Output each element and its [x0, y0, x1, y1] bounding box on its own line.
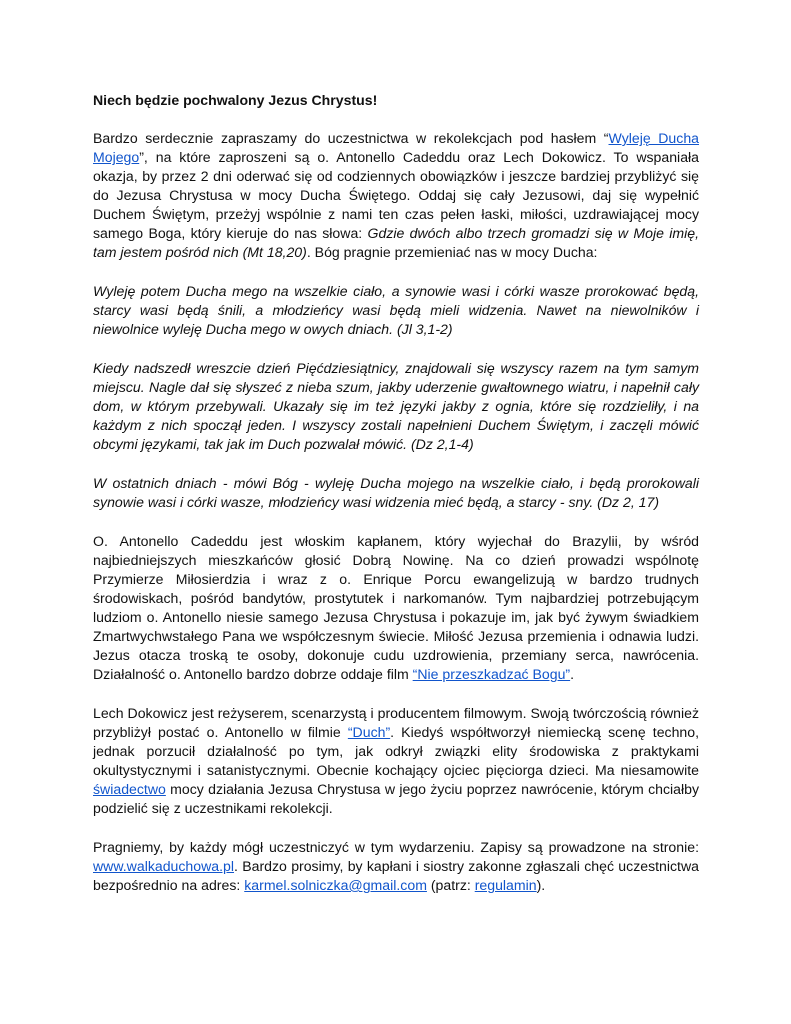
intro-quote: Gdzie dwóch albo trzech gromadzi się w Moje imię, tam jestem pośród nich (Mt 18,20) — [93, 225, 699, 260]
film-nie-przeszkadzac-bogu-link[interactable]: “Nie przeszkadzać Bogu” — [412, 666, 571, 682]
registration-paragraph — [93, 838, 699, 895]
page-title: Niech będzie pochwalony Jezus Chrystus! — [93, 92, 378, 108]
antonello-text-2: . — [570, 666, 575, 682]
film-duch-link[interactable]: “Duch” — [347, 724, 391, 740]
intro-text-3: . Bóg pragnie przemieniać nas w mocy Ducha: — [306, 244, 598, 260]
antonello-text-1: O. Antonello Cadeddu jest włoskim kapłanem, który wyjechał do Brazylii, by wśród najbiedniejszych mieszkańców głosić Dobrą Nowinę. Na co dzień prowadzi wspólnotę Przymierze Miłosierdzia i wraz z o. Enrique Porcu ewangelizują w bardzo trudnych środowiskach, pośród bandytów, prostytutek i narkomanów. Tym najbardziej potrzebującym ludziom o. Antonello niesie samego Jezusa Chrystusa i pokazuje im, jak być żywym świadkiem Zmartwychwstałego Pana we współczesnym świecie. Miłość Jezusa przemienia i odnawia ludzi. Jezus otacza troską te osoby, dokonuje cudu uzdrowienia, przemiany serca, nawrócenia. Działalność o. Antonello bardzo dobrze oddaje film — [93, 533, 699, 682]
registration-text-4: ). — [536, 877, 546, 893]
email-link[interactable]: karmel.solniczka@gmail.com — [244, 877, 427, 893]
antonello-paragraph — [93, 532, 699, 684]
scripture-quote-acts-2-1: Kiedy nadszedł wreszcie dzień Pięćdziesiątnicy, znajdowali się wszyscy razem na tym samym miejscu. Nagle dał się słyszeć z nieba szum, jakby uderzenie gwałtownego wiatru, i napełnił cały dom, w którym przebywali. Ukazały się im też języki jakby z ognia, które się rozdzieliły, i na każdym z nich spoczął jeden. I wszyscy zostali napełnieni Duchem Świętym, i zaczęli mówić obcymi językami, tak jak im Duch pozwalał mówić. (Dz 2,1-4) — [93, 360, 699, 452]
registration-text-3: (patrz: — [426, 877, 475, 893]
registration-text-2: . Bardzo prosimy, by kapłani i siostry zakonne zgłaszali chęć uczestnictwa bezpośrednio na adres: — [93, 858, 699, 893]
dokowicz-text-1: Lech Dokowicz jest reżyserem, scenarzystą i producentem filmowym. Swoją twórczością również przybliżył postać o. Antonello w filmie — [93, 705, 699, 740]
website-link[interactable]: www.walkaduchowa.pl — [93, 858, 235, 874]
retreat-theme-link[interactable]: Wyleję Ducha Mojego — [93, 130, 699, 165]
scripture-quote-acts-2-17: W ostatnich dniach - mówi Bóg - wyleję Ducha mojego na wszelkie ciało, i będą prorokowali synowie wasi i córki wasze, młodzieńcy wasi widzenia mieć będą, a starcy - sny. (Dz 2, 17) — [93, 475, 699, 510]
dokowicz-text-2: . Kiedyś współtworzył niemiecką scenę techno, jednak porzucił działalność po tym, jak odkrył związki elity środowiska z praktykami okultystycznymi i satanistycznymi. Obecnie kochający ojciec pięciorga dzieci. Ma niesamowite — [93, 724, 700, 778]
document-body — [93, 91, 699, 895]
dokowicz-text-3: mocy działania Jezusa Chrystusa w jego życiu poprzez nawrócenie, którym chciałby podzielić się z uczestnikami rekolekcji. — [93, 781, 699, 816]
intro-text-2: ”, na które zaproszeni są o. Antonello Cadeddu oraz Lech Dokowicz. To wspaniała okazja, by przez 2 dni oderwać się od codziennych obowiązków i jeszcze bardziej przybliżyć się do Jezusa Chrystusa w mocy Ducha Świętego. Oddaj się cały Jezusowi, daj się wypełnić Duchem Świętym, przeżyj wspólnie z nami ten czas pełen łaski, miłości, uzdrawiającej mocy samego Boga, który kieruje do nas słowa: — [93, 149, 699, 241]
dokowicz-paragraph — [93, 704, 699, 818]
testimony-link[interactable]: świadectwo — [93, 781, 166, 797]
rules-link[interactable]: regulamin — [474, 877, 537, 893]
intro-text-1: Bardzo serdecznie zapraszamy do uczestnictwa w rekolekcjach pod hasłem “ — [93, 130, 609, 146]
scripture-quote-joel: Wyleję potem Ducha mego na wszelkie ciało, a synowie wasi i córki wasze prorokować będą, starcy wasi będą śnili, a młodzieńcy wasi będą mieli widzenia. Nawet na niewolników i niewolnice wyleję Ducha mego w owych dniach. (Jl 3,1-2) — [93, 283, 699, 337]
intro-paragraph — [93, 129, 699, 262]
registration-text-1: Pragniemy, by każdy mógł uczestniczyć w tym wydarzeniu. Zapisy są prowadzone na stronie: — [93, 839, 699, 855]
